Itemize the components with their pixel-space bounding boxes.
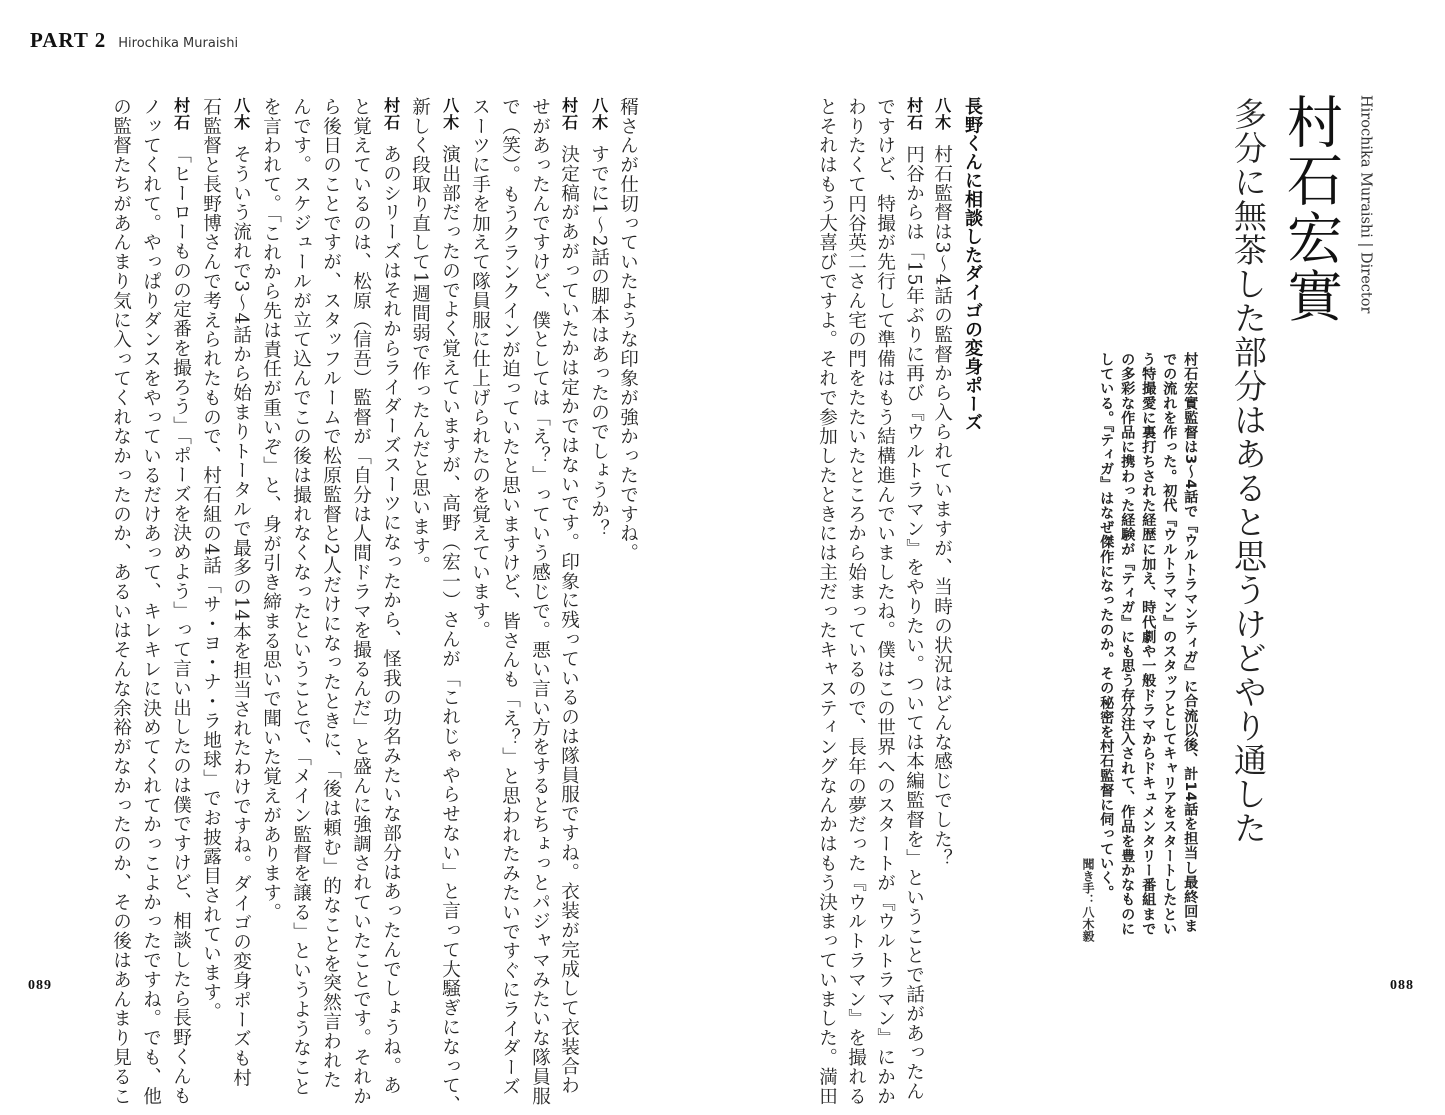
body-column: んです。スケジュールが立て込んでこの後は撮れなくなったということで、「メイン監督を譲る」というようなこと	[290, 97, 312, 1097]
body-column: ノッてくれて。やっぱりダンスをやっているだけあって、キレキレに決めてくれてかっこよかったですね。でも、他	[140, 97, 162, 1106]
body-column: 八木村石監督は3〜4話の監督から入られていますが、当時の状況はどんな感じでした？	[931, 97, 953, 869]
body-column: 稰さんが仕切っていたような印象が強かったですね。	[617, 97, 639, 563]
body-column: 新しく段取り直して1週間弱で作ったんだと思います。	[409, 97, 431, 576]
body-column: で（笑）。もうクランクインが迫っていたと思いますけど、皆さんも「え？」と思われたみたいですぐにライダーズ	[499, 97, 521, 1097]
intro-line: の多彩な作品に携わった経験が『ティガ』にも思う存分注入されて、作品を豊かなものに	[1119, 352, 1136, 936]
body-column: せがあったんですけど、僕としては「え？」っていう感じで。悪い言い方をするとちょっとパジャマみたいな隊員服	[529, 97, 551, 1106]
body-column: 村石「ヒーローものの定番を撮ろう」「ポーズを決めよう」って言い出したのは僕ですけど、相談したら長野くんも	[170, 97, 192, 1106]
body-column: わりたくて円谷英二さん宅の門をたたいたところから始まっているので、長年の夢だった『ウルトラマン』を撮れる	[845, 97, 867, 1106]
speaker-label: 八木	[440, 97, 460, 131]
intro-line: での流れを作った。初代『ウルトラマン』のスタッフとしてキャリアをスタートしたとい	[1161, 352, 1178, 936]
part-label: PART 2	[30, 28, 107, 52]
page-number-right: 088	[1390, 978, 1414, 993]
body-column: スーツに手を加えて隊員服に仕上げられたのを覚えています。	[469, 97, 491, 641]
body-column: 村石円谷からは「15年ぶりに再び『ウルトラマン』をやりたい。ついては本編監督を」ということで話があったん	[903, 97, 925, 1102]
body-column: 八木そういう流れで3〜4話から始まりトータルで最多の14本を担当されたわけですね。ダイゴの変身ポーズも村	[230, 97, 252, 1088]
body-column: ら後日のことですが、スタッフルームで松原監督と2人だけになったときに、「後は頼む」的なことを突然言われた	[320, 97, 342, 1090]
article-title: 多分に無茶した部分はあると思うけどやり通した	[1229, 97, 1268, 845]
subject-name-japanese: 村石宏實	[1278, 93, 1343, 325]
body-column: 石監督と長野博さんで考えられたもので、村石組の4話「サ・ヨ・ナ・ラ地球」でお披露目されています。	[200, 97, 222, 1022]
speaker-label: 八木	[589, 97, 609, 131]
subject-name-english: Hirochika Muraishi | Director	[1357, 95, 1374, 314]
body-column: 村石決定稿があがっていたかは定かではないです。印象に残っているのは隊員服ですね。衣装が完成して衣装合わ	[558, 97, 580, 1096]
body-column: 村石あのシリーズはそれからライダーズスーツになったから、怪我の功名みたいな部分はあったんでしょうね。あ	[380, 97, 402, 1096]
speaker-label: 村石	[559, 97, 579, 131]
intro-line: している。『ティガ』はなぜ傑作になったのか。その秘密を村石監督に伺っていく。	[1098, 352, 1115, 900]
body-column: 八木すでに1〜2話の脚本はあったのでしょうか？	[588, 97, 610, 539]
body-column: とそれはもう大喜びですよ。それで参加したときには主だったキャスティングなんかはもう決まっていました。満田	[816, 97, 838, 1106]
running-header	[30, 28, 238, 53]
body-column: を言われて。「これから先は責任が重いぞ」と、身が引き締まる思いで聞いた覚えがあります。	[260, 97, 282, 922]
body-column: と覚えているのは、松原（信吾）監督が「自分は人間ドラマを撮るんだ」と盛んに強調されていたことです。それか	[350, 97, 372, 1106]
body-column: 八木演出部だったのでよく覚えていますが、高野（宏一）さんが「これじゃやらせない」と言って大騒ぎになって、	[439, 97, 461, 1115]
header-subject-name: Hirochika Muraishi	[118, 36, 239, 51]
intro-line: う特撮愛に裏打ちされた経歴に加え、時代劇や一般ドラマからドキュメンタリー番組まで	[1140, 352, 1157, 936]
speaker-label: 村石	[904, 97, 924, 131]
body-column: ですけど、特撮が先行して準備はもう結構進んでいましたね。僕はこの世界へのスタートが『ウルトラマン』にかか	[874, 97, 896, 1106]
speaker-label: 八木	[932, 97, 952, 131]
speaker-label: 村石	[171, 97, 191, 131]
speaker-label: 村石	[381, 97, 401, 131]
section-heading: 長野くんに相談したダイゴの変身ポーズ	[962, 97, 983, 432]
body-column: の監督たちがあんまり気に入ってくれなかったのか、あるいはそんな余裕がなかったのか、その後はあんまり見るこ	[110, 97, 132, 1106]
speaker-label: 八木	[231, 97, 251, 131]
interviewer-credit: 聞き手：八木毅	[1081, 858, 1095, 942]
intro-line: 村石宏實監督は3〜4話で『ウルトラマンティガ』に合流以後、計14話を担当し最終回ま	[1182, 352, 1199, 934]
page-number-left: 089	[28, 978, 52, 993]
